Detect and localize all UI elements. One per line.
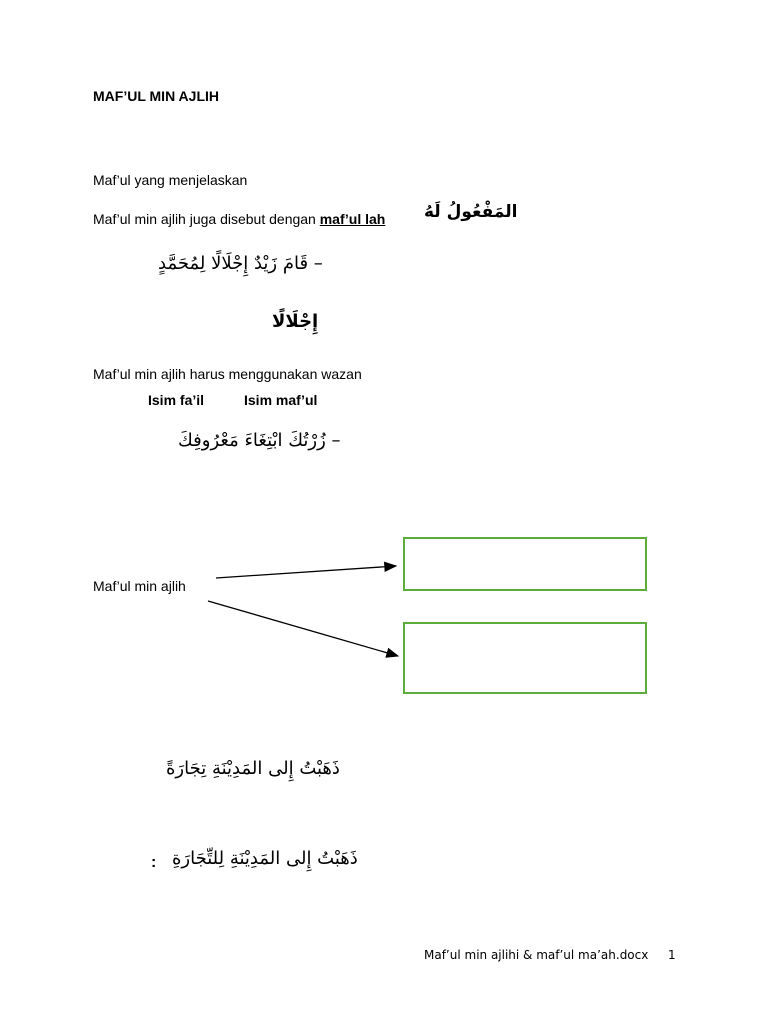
footer-filename: Maf’ul min ajlihi & maf’ul ma’ah.docx — [424, 948, 649, 962]
alias-arabic: المَفْعُولُ لَهُ — [424, 202, 518, 222]
arrow-to-bottom-box — [208, 601, 398, 656]
paragraph-wazan: Maf’ul min ajlih harus menggunakan wazan — [93, 366, 362, 382]
document-title: MAF’UL MIN AJLIH — [93, 88, 219, 104]
wazan-isim-fail: Isim fa’il — [148, 392, 205, 408]
footer-page-number: 1 — [668, 948, 676, 962]
arrow-to-top-box — [216, 566, 396, 578]
example-word-1: إِجْلَالًا — [272, 311, 319, 332]
wazan-isim-maful: Isim maf’ul — [244, 392, 318, 408]
diagram-box-top — [403, 537, 647, 591]
diagram-label: Maf’ul min ajlih — [93, 578, 186, 594]
example-sentence-4: ذَهَبْتُ إِلى المَدِيْنَةِ لِلتِّجَارَةِ — [172, 848, 358, 869]
example-sentence-1: – قَامَ زَيْدٌ إِجْلَالًا لِمُحَمَّدٍ — [158, 253, 323, 274]
alias-prefix: Maf’ul min ajlih juga disebut dengan — [93, 211, 320, 227]
alias-term: maf’ul lah — [319, 211, 386, 227]
example-sentence-3: ذَهَبْتُ إِلى المَدِيْنَةِ تِجَارَةً — [166, 758, 340, 779]
diagram-box-bottom — [403, 622, 647, 694]
paragraph-definition: Maf’ul yang menjelaskan — [93, 172, 248, 188]
example-4-colon: : — [151, 854, 157, 871]
example-sentence-2: – زُرْتُكَ ابْتِغَاءَ مَعْرُوفِكَ — [178, 430, 341, 451]
